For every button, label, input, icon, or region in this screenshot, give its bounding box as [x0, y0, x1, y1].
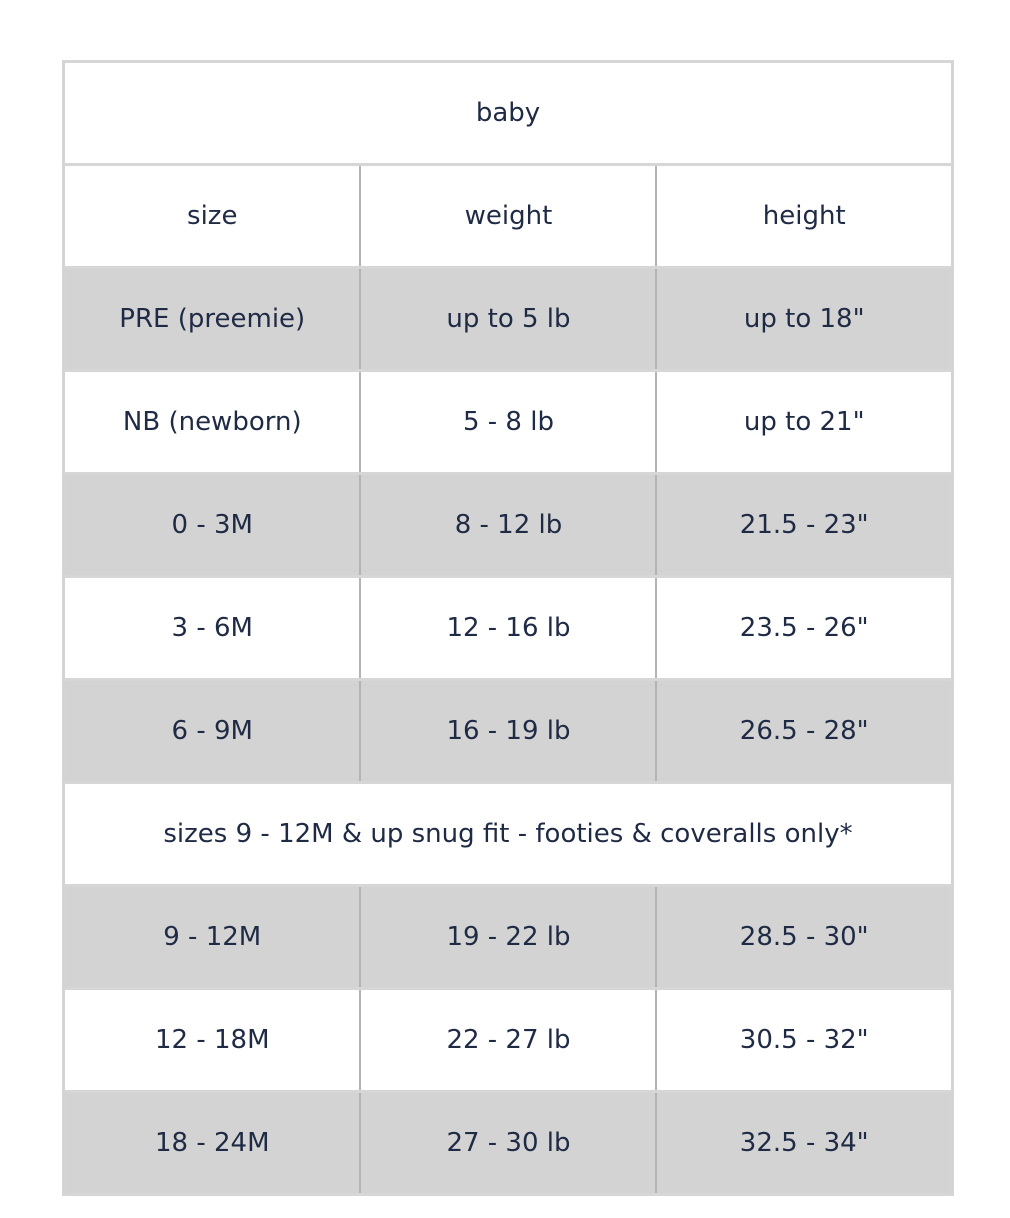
header-height: height [656, 165, 952, 268]
height-cell: 28.5 - 30" [656, 886, 952, 989]
height-cell: 32.5 - 34" [656, 1092, 952, 1195]
table-row [64, 577, 953, 680]
weight-cell: 8 - 12 lb [360, 474, 656, 577]
note-row [64, 783, 953, 886]
size-cell: 3 - 6M [64, 577, 361, 680]
height-cell: up to 21" [656, 371, 952, 474]
table-row [64, 1092, 953, 1195]
size-chart-table [62, 60, 954, 1196]
title-row [64, 62, 953, 165]
weight-cell: 16 - 19 lb [360, 680, 656, 783]
header-weight: weight [360, 165, 656, 268]
height-cell: 26.5 - 28" [656, 680, 952, 783]
table-row [64, 989, 953, 1092]
size-cell: 9 - 12M [64, 886, 361, 989]
table-row [64, 371, 953, 474]
table-row [64, 268, 953, 371]
table-row [64, 886, 953, 989]
height-cell: up to 18" [656, 268, 952, 371]
weight-cell: 22 - 27 lb [360, 989, 656, 1092]
height-cell: 23.5 - 26" [656, 577, 952, 680]
size-cell: 0 - 3M [64, 474, 361, 577]
size-cell: NB (newborn) [64, 371, 361, 474]
header-size: size [64, 165, 361, 268]
size-cell: 12 - 18M [64, 989, 361, 1092]
size-cell: 6 - 9M [64, 680, 361, 783]
weight-cell: 19 - 22 lb [360, 886, 656, 989]
fit-note: sizes 9 - 12M & up snug fit - footies & coveralls only* [64, 783, 953, 886]
weight-cell: 12 - 16 lb [360, 577, 656, 680]
height-cell: 21.5 - 23" [656, 474, 952, 577]
weight-cell: 27 - 30 lb [360, 1092, 656, 1195]
header-row [64, 165, 953, 268]
table-row [64, 474, 953, 577]
size-cell: PRE (preemie) [64, 268, 361, 371]
weight-cell: 5 - 8 lb [360, 371, 656, 474]
weight-cell: up to 5 lb [360, 268, 656, 371]
table-title: baby [64, 62, 953, 165]
table-row [64, 680, 953, 783]
size-cell: 18 - 24M [64, 1092, 361, 1195]
height-cell: 30.5 - 32" [656, 989, 952, 1092]
